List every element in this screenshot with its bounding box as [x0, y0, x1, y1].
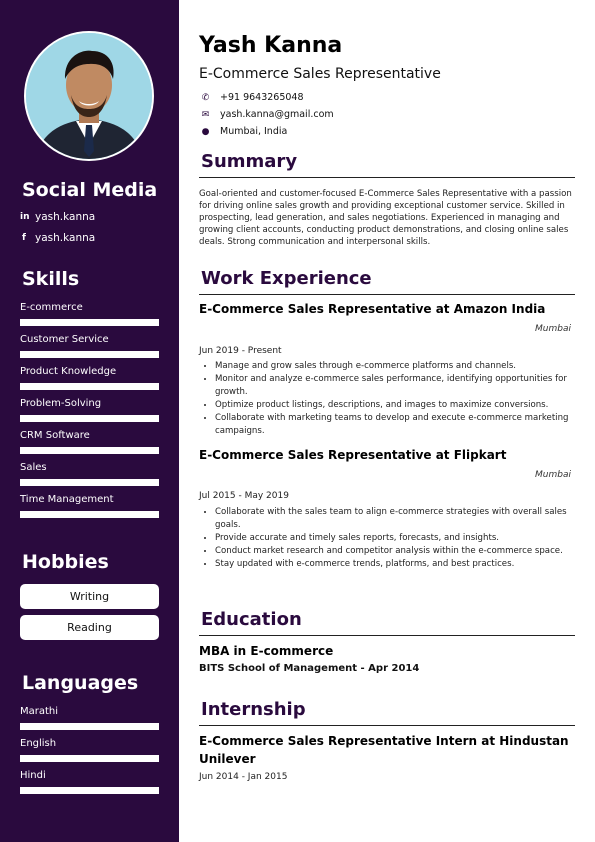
skill-label: Product Knowledge	[20, 366, 117, 377]
location-text: Mumbai, India	[220, 126, 288, 137]
job-dates: Jul 2015 - May 2019	[199, 491, 289, 501]
skill-label: E-commerce	[20, 302, 83, 313]
job-bullets	[199, 360, 575, 438]
skill-bar	[20, 319, 159, 326]
internship-heading: Internship	[201, 699, 306, 720]
email-text: yash.kanna@gmail.com	[220, 109, 334, 120]
job-role: E-Commerce Sales Representative at Flipkart	[199, 448, 507, 462]
language-bar	[20, 787, 159, 794]
job-bullet: • Stay updated with e-commerce trends, platforms, and best practices.	[215, 558, 575, 571]
job-bullet: • Optimize product listings, descriptions, and images to maximize conversions.	[215, 399, 575, 412]
linkedin-icon: in	[20, 212, 30, 222]
job-bullet: • Collaborate with the sales team to align e-commerce strategies with overall sales goals.	[215, 506, 575, 532]
job-role: E-Commerce Sales Representative at Amazon India	[199, 302, 546, 316]
location-pin-icon: ●	[201, 126, 210, 137]
language-label: English	[20, 738, 57, 749]
skill-bar	[20, 511, 159, 518]
skill-label: CRM Software	[20, 430, 90, 441]
job-bullet: • Manage and grow sales through e-commerce platforms and channels.	[215, 360, 575, 373]
skills-heading: Skills	[22, 268, 80, 290]
language-label: Marathi	[20, 706, 59, 717]
work-experience-heading: Work Experience	[201, 268, 372, 289]
candidate-title: E-Commerce Sales Representative	[199, 66, 441, 82]
skill-label: Problem-Solving	[20, 398, 102, 409]
section-divider	[199, 725, 575, 726]
summary-text: Goal-oriented and customer-focused E-Commerce Sales Representative with a passion for driving online sales growth and providing exceptional customer service. Skilled in prospecting, lead generation, and sales negotiations. Experienced in managing and growing client accounts, conducting product demonstrations, and closing online sales deals. Strong communication and interpersonal skills.	[199, 189, 572, 247]
social-link-facebook[interactable]	[20, 232, 95, 244]
phone-text: +91 9643265048	[220, 92, 304, 103]
contact-phone	[201, 92, 304, 103]
section-divider	[199, 635, 575, 636]
hobby-pill: Writing	[20, 584, 159, 609]
email-icon: ✉	[201, 109, 210, 120]
skill-label: Sales	[20, 462, 47, 473]
languages-heading: Languages	[22, 672, 139, 694]
internship-role: E-Commerce Sales Representative Intern at Hindustan Unilever	[199, 734, 569, 766]
social-link-linkedin[interactable]	[20, 211, 95, 223]
skill-label: Time Management	[20, 494, 114, 505]
job-dates: Jun 2019 - Present	[199, 346, 282, 356]
social-link-label: yash.kanna	[35, 211, 96, 223]
job-bullet: • Collaborate with marketing teams to develop and execute e-commerce marketing campaigns.	[215, 412, 575, 438]
education-school: BITS School of Management - Apr 2014	[199, 663, 420, 674]
job-bullet: • Provide accurate and timely sales reports, forecasts, and insights.	[215, 532, 575, 545]
social-link-label: yash.kanna	[35, 232, 96, 244]
avatar	[24, 31, 154, 161]
hobby-pill: Reading	[20, 615, 159, 640]
facebook-icon: f	[22, 233, 26, 243]
phone-icon: ✆	[201, 92, 210, 103]
job-location: Mumbai	[535, 324, 571, 334]
language-bar	[20, 723, 159, 730]
job-bullets	[199, 506, 575, 571]
education-degree: MBA in E-commerce	[199, 644, 334, 658]
contact-email[interactable]	[201, 109, 334, 120]
skill-label: Customer Service	[20, 334, 109, 345]
language-bar	[20, 755, 159, 762]
profile-photo	[26, 33, 152, 159]
internship-dates: Jun 2014 - Jan 2015	[199, 772, 288, 782]
job-bullet: • Monitor and analyze e-commerce sales performance, identifying opportunities for growth.	[215, 373, 575, 399]
job-location: Mumbai	[535, 470, 571, 480]
skill-bar	[20, 415, 159, 422]
job-bullet: • Conduct market research and competitor analysis within the e-commerce space.	[215, 545, 575, 558]
education-heading: Education	[201, 609, 302, 630]
skill-bar	[20, 447, 159, 454]
social-media-heading: Social Media	[22, 179, 158, 201]
skill-bar	[20, 351, 159, 358]
section-divider	[199, 177, 575, 178]
skill-bar	[20, 479, 159, 486]
candidate-name: Yash Kanna	[199, 33, 343, 58]
summary-heading: Summary	[201, 151, 298, 172]
sidebar	[0, 0, 179, 842]
skill-bar	[20, 383, 159, 390]
contact-location	[201, 126, 287, 137]
language-label: Hindi	[20, 770, 46, 781]
hobbies-heading: Hobbies	[22, 551, 109, 573]
section-divider	[199, 294, 575, 295]
